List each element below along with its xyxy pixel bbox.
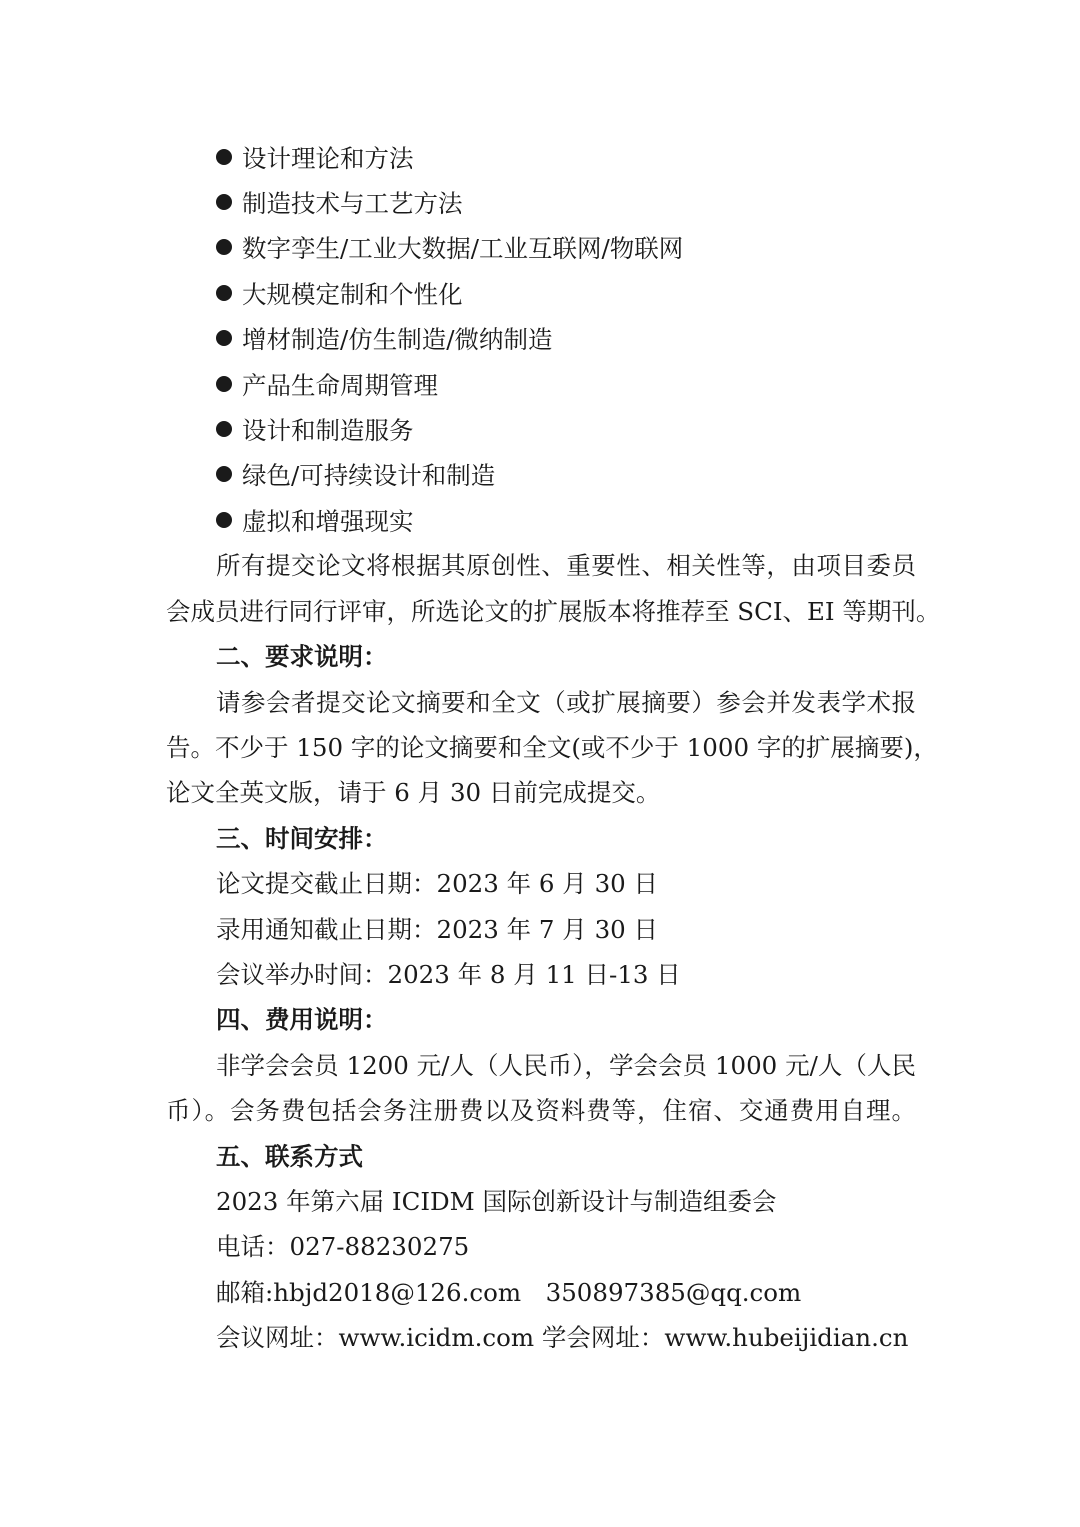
contact-websites: 会议网址：www.icidm.com 学会网址：www.hubeijidian.cn (216, 1323, 909, 1352)
contact-phone: 电话：027-88230275 (216, 1232, 470, 1261)
requirements-line: 论文全英文版，请于 6 月 30 日前完成提交。 (166, 778, 661, 807)
bullet-icon (216, 330, 232, 346)
section-heading-fees: 四、费用说明： (216, 1005, 388, 1034)
bullet-icon (216, 194, 232, 210)
review-paragraph-line: 会成员进行同行评审，所选论文的扩展版本将推荐至 SCI、EI 等期刊。 (166, 597, 941, 626)
topic-text: 设计和制造服务 (242, 415, 414, 445)
bullet-icon (216, 239, 232, 255)
topic-text: 增材制造/仿生制造/微纳制造 (242, 324, 553, 354)
topic-text: 数字孪生/工业大数据/工业互联网/物联网 (242, 233, 684, 263)
contact-organizer: 2023 年第六届 ICIDM 国际创新设计与制造组委会 (216, 1187, 777, 1216)
topic-text: 大规模定制和个性化 (242, 279, 463, 309)
section-heading-contact: 五、联系方式 (216, 1142, 363, 1171)
schedule-submission-deadline: 论文提交截止日期：2023 年 6 月 30 日 (216, 869, 659, 898)
schedule-notification-deadline: 录用通知截止日期：2023 年 7 月 30 日 (216, 915, 659, 944)
topic-text: 制造技术与工艺方法 (242, 188, 463, 218)
topic-text: 设计理论和方法 (242, 143, 414, 173)
bullet-icon (216, 421, 232, 437)
topic-item (216, 505, 414, 537)
review-paragraph-line: 所有提交论文将根据其原创性、重要性、相关性等，由项目委员 (216, 551, 916, 580)
bullet-icon (216, 376, 232, 392)
contact-email: 邮箱:hbjd2018@126.com 350897385@qq.com (216, 1278, 802, 1307)
section-heading-requirements: 二、要求说明： (216, 642, 388, 671)
schedule-conference-dates: 会议举办时间：2023 年 8 月 11 日-13 日 (216, 960, 681, 989)
bullet-icon (216, 512, 232, 528)
topic-text: 绿色/可持续设计和制造 (242, 460, 496, 490)
bullet-icon (216, 149, 232, 165)
topic-item (216, 187, 463, 219)
fees-line: 币）。会务费包括会务注册费以及资料费等，住宿、交通费用自理。 (166, 1096, 916, 1125)
topic-text: 产品生命周期管理 (242, 370, 438, 400)
bullet-icon (216, 466, 232, 482)
fees-line: 非学会会员 1200 元/人（人民币），学会会员 1000 元/人（人民 (216, 1051, 916, 1080)
topic-item (216, 142, 414, 174)
topic-item (216, 323, 553, 355)
requirements-line: 请参会者提交论文摘要和全文（或扩展摘要）参会并发表学术报 (216, 688, 916, 717)
topic-item (216, 414, 414, 446)
topic-item (216, 278, 463, 310)
topic-item (216, 232, 683, 264)
bullet-icon (216, 285, 232, 301)
topic-item (216, 369, 438, 401)
section-heading-schedule: 三、时间安排： (216, 824, 388, 853)
topic-item (216, 459, 495, 491)
topic-text: 虚拟和增强现实 (242, 506, 414, 536)
requirements-line: 告。不少于 150 字的论文摘要和全文(或不少于 1000 字的扩展摘要)， (166, 733, 938, 762)
